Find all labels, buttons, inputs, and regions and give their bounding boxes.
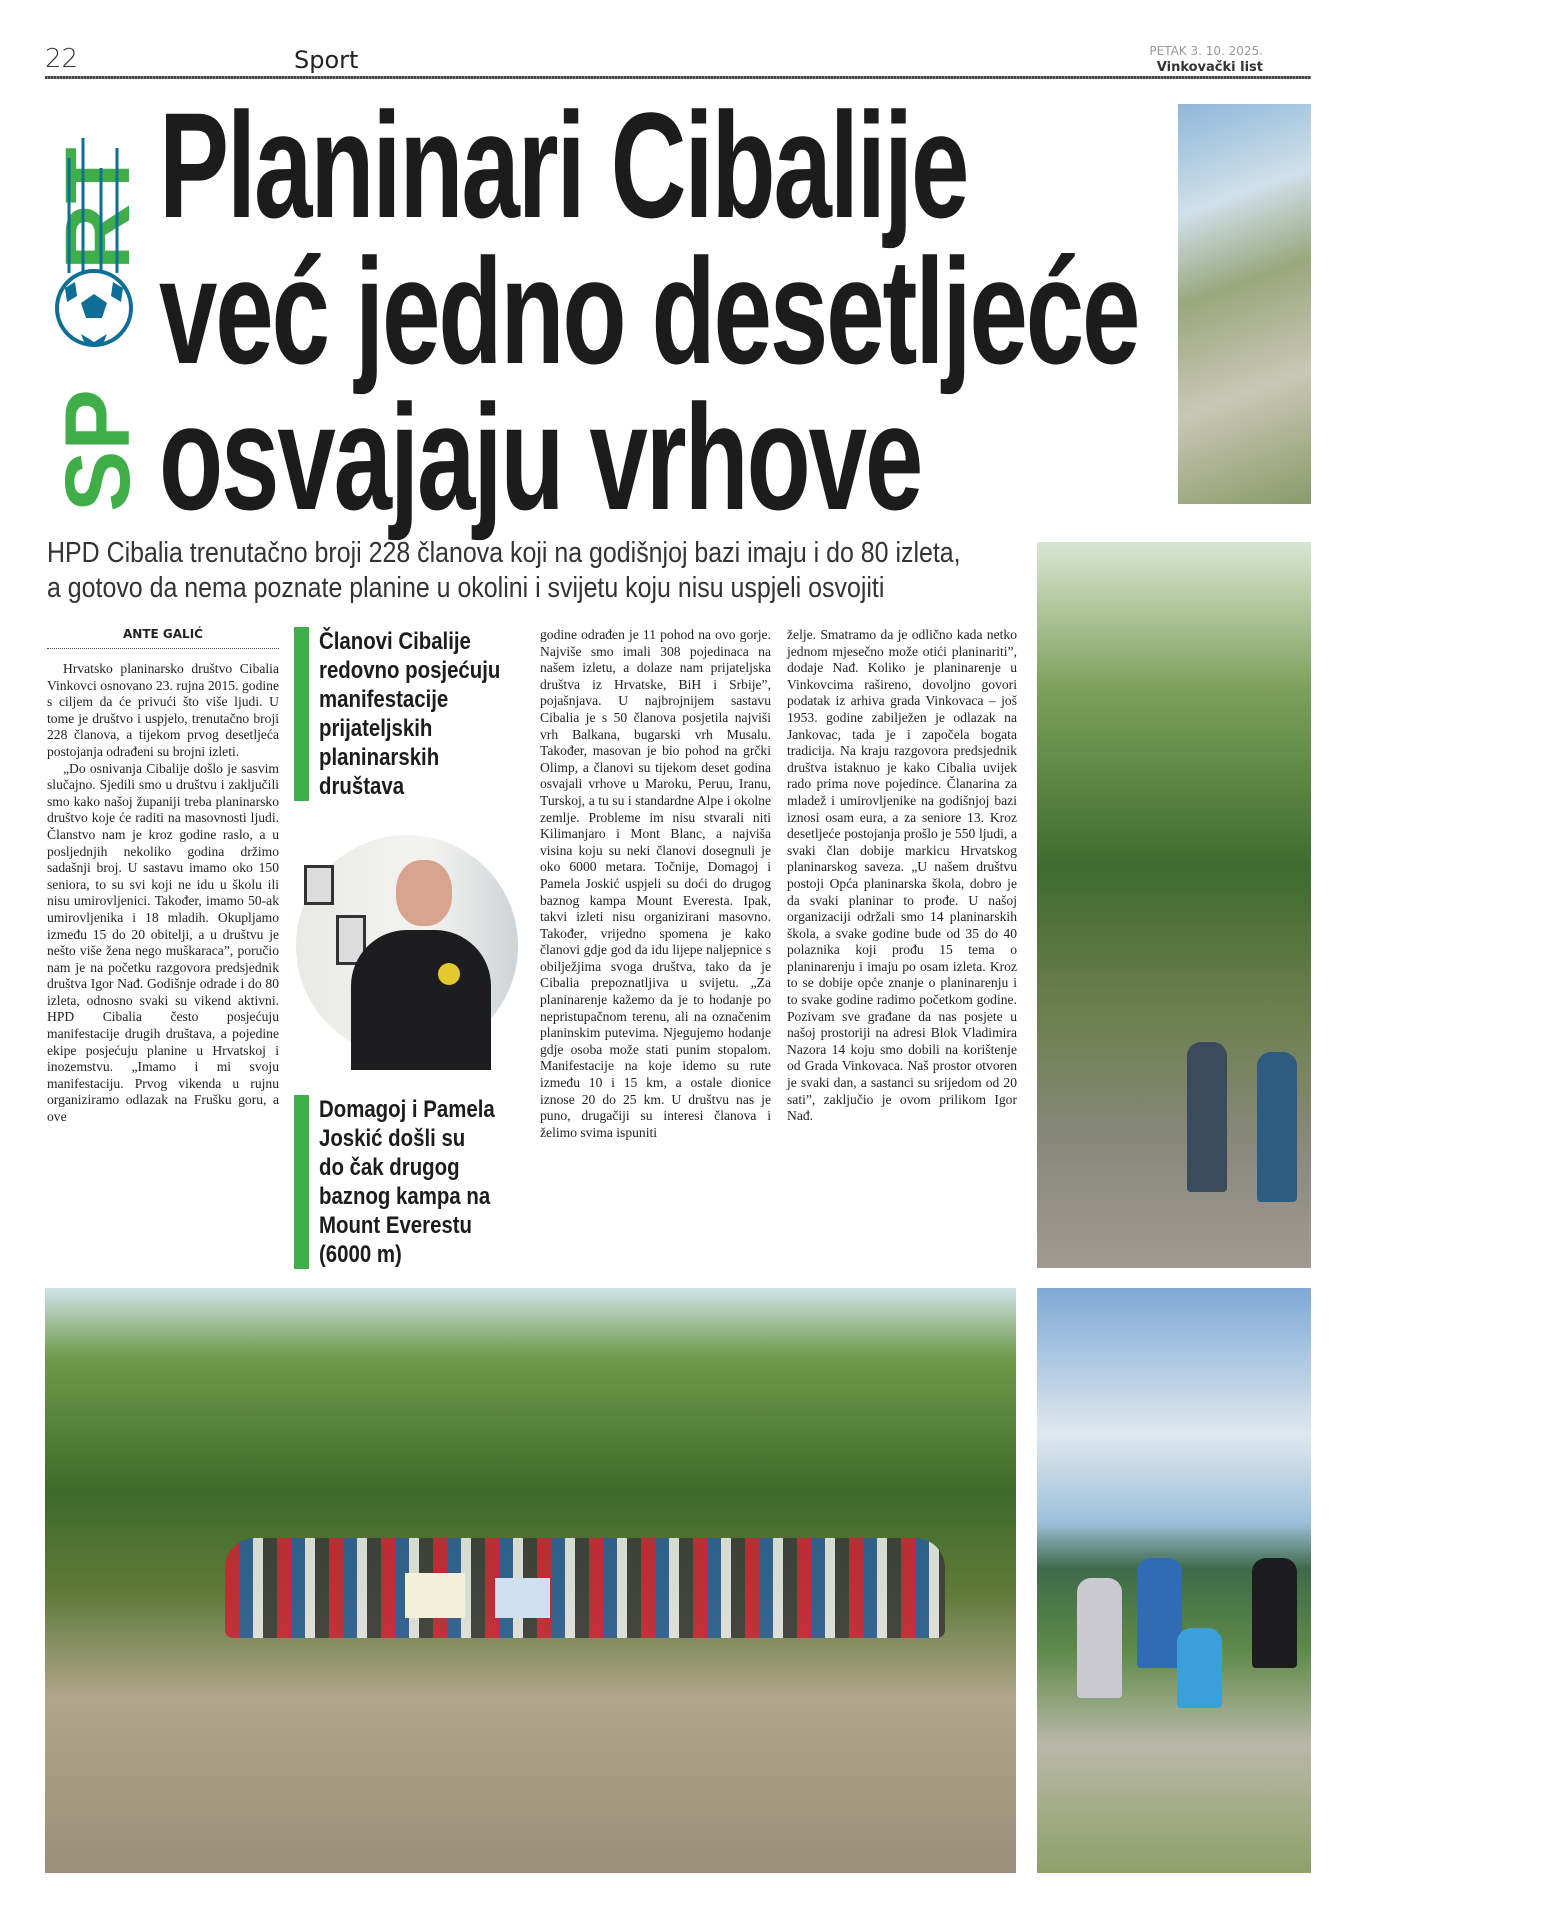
- mountain-photo-top: [1178, 104, 1311, 504]
- page-number: 22: [45, 44, 79, 74]
- svg-text:RT: RT: [47, 147, 149, 270]
- issue-date: PETAK 3. 10. 2025.: [1149, 44, 1263, 58]
- quote-line: redovno posjećuju: [319, 657, 501, 684]
- paragraph: „Do osnivanja Cibalije došlo je sasvim slučajno. Sjedili smo u društvu i zaključili smo kako našoj županiji treba planinarsko društvo koje će raditi na masovnosti ljudi. Članstvo nam je kroz godine raslo, a u posljednjih nekoliko godina držimo sadašnji broj. U sastavu imamo oko 150 seniora, to su svi koji ne idu u školu ili nisu umirovljenici. Također, imamo 50-ak umirovljenika i 18 mladih. Okupljamo između 15 do 20 obitelji, a u društvu je nešto više žena nego muškaraca”, poručio nam je na početku razgovora predsjednik društva Igor Nađ. Godišnje odrade i do 80 izleta, odnosno svaki su vikend aktivni. HPD Cibalia često posjećuju manifestacije drugih društava, a pojedine ekipe posjećuju planine u Hrvatskoj i inozemstvu. „Imamo i mi svoju manifestaciju. Prvog vikenda u rujnu organiziramo odlazak na Frušku goru, a ove: [47, 760, 279, 1125]
- quote-line: prijateljskih: [319, 715, 433, 742]
- quote-line: baznog kampa na: [319, 1183, 491, 1210]
- subhead-line: HPD Cibalia trenutačno broji 228 članova koji na godišnjoj bazi imaju i do 80 izleta,: [47, 537, 961, 569]
- byline: ANTE GALIĆ: [47, 627, 279, 649]
- headline-line: već jedno desetljeće: [159, 227, 1139, 395]
- group-photo: [45, 1288, 1016, 1873]
- quote-line: Članovi Cibalije: [319, 628, 471, 655]
- article-column-3: [540, 627, 771, 1141]
- quote-line: manifestacije: [319, 686, 449, 713]
- header-rule: [45, 76, 1311, 79]
- portrait-photo: [296, 835, 518, 1057]
- subheadline: [47, 536, 1037, 606]
- headline-line: Planinari Cibalije: [159, 81, 968, 249]
- quote-line: Joskić došli su: [319, 1125, 466, 1152]
- sport-logo: [47, 98, 149, 512]
- quote-line: (6000 m): [319, 1241, 402, 1268]
- quote-line: društava: [319, 773, 405, 800]
- quote-line: Mount Everestu: [319, 1212, 473, 1239]
- headline: [159, 81, 1558, 541]
- paragraph: želje. Smatramo da je odlično kada netko jednom mjesečno može otići planinariti”, dodaje Nađ. Koliko je planinarenje u Vinkovcima rašireno, dovoljno govori podatak iz arhiva grada Vinkovaca – još 1953. godine zabilježen je odlazak na Jankovac, tada je i započela bogata tradicija. Na kraju razgovora predsjednik društva istaknuo je kako Cibalia uvijek rado prima nove pojedince. Članarina za mladež i umirovljenike na godišnjoj bazi iznosi osam eura, a za seniore 13. Kroz desetljeće postojanja prošlo je 550 ljudi, a svaki član dobije markicu Hrvatskog planinarskog saveza. „U našem društvu postoji Opća planinarska škola, dobro je da svaki planinar to prođe. U našoj organizaciji održali smo 14 planinarskih škola, a svake godine bude od 35 do 40 polaznika koji prođu 15 tema o planinarenju i imaju po osam izleta. Kroz to se dobije opće znanje o planinarenju i to svake godine radimo početkom godine. Pozivam sve građane da nas posjete u našoj prostoriji na adresi Blok Vladimira Nazora 14 koju smo dobili na korištenje od Grada Vinkovaca. Naš prostor otvoren je svaki dan, a sastanci su srijedom od 20 sati”, zaključio je ovom prilikom Igor Nađ.: [787, 627, 1017, 1124]
- soccer-ball-icon: [57, 271, 131, 345]
- article-column-4: [787, 627, 1017, 1125]
- pull-quote-2: [294, 1095, 520, 1269]
- svg-text:SP: SP: [47, 389, 149, 512]
- headline-line: osvajaju vrhove: [159, 373, 922, 541]
- paragraph: Hrvatsko planinarsko društvo Cibalia Vinkovci osnovano 23. rujna 2015. godine s ciljem da će privući što više ljudi. U tome je društvo i uspjelo, trenutačno broji 228 članova, a tijekom prvog desetljeća postojanja odrađeni su brojni izleti.: [47, 661, 279, 759]
- quote-line: planinarskih: [319, 744, 440, 771]
- pull-quote-1: [294, 627, 520, 801]
- quote-line: do čak drugog: [319, 1154, 460, 1181]
- publication-name: Vinkovački list: [1156, 60, 1263, 75]
- summit-photo: [1037, 1288, 1311, 1873]
- article-column-1: [47, 661, 279, 1126]
- forest-hikers-photo: [1037, 542, 1311, 1268]
- quote-line: Domagoj i Pamela: [319, 1096, 495, 1123]
- paragraph: godine odrađen je 11 pohod na ovo gorje. Najviše smo imali 308 pojedinaca na našem izletu, a dolaze nam prijateljska društva iz Hrvatske, BiH i Srbije”, pojašnjava. U najbrojnijem sastavu Cibalia je s 50 članova posjetila najviši vrh Balkana, bugarski vrh Musalu. Također, masovan je bio pohod na grčki Olimp, a članovi su tijekom deset godina osvajali vrhove u Maroku, Peruu, Iranu, Turskoj, a tu su i standardne Alpe i okolne zemlje. Probleme im nisu stvarali niti Kilimanjaro i Mont Blanc, a najviša visina koju su neki članovi dosegnuli je oko 6000 metara. Točnije, Domagoj i Pamela Joskić uspjeli su doći do drugog baznog kampa Mount Everesta. Ipak, takvi izleti nisu organizirani masovno. Također, vrijedno spomena je kako članovi gdje god da idu lijepe naljepnice s obilježjima svoga društva, tako da je Cibalia prepoznatljiva u svijetu. „Za planinarenje kažemo da je to hodanje po nepristupačnom terenu, ali na označenim planinskim putevima. Njegujemo hodanje gdje osoba može stati punim stopalom. Manifestacije na koje idemo su rute između 10 i 15 km, a ostale dionice iznose 20 do 25 km. U društvu nas je puno, drugačiji su interesi članova i želimo svima ispuniti: [540, 627, 771, 1140]
- section-name: Sport: [294, 46, 359, 74]
- subhead-line: a gotovo da nema poznate planine u okolini i svijetu koju nisu uspjeli osvojiti: [47, 572, 885, 604]
